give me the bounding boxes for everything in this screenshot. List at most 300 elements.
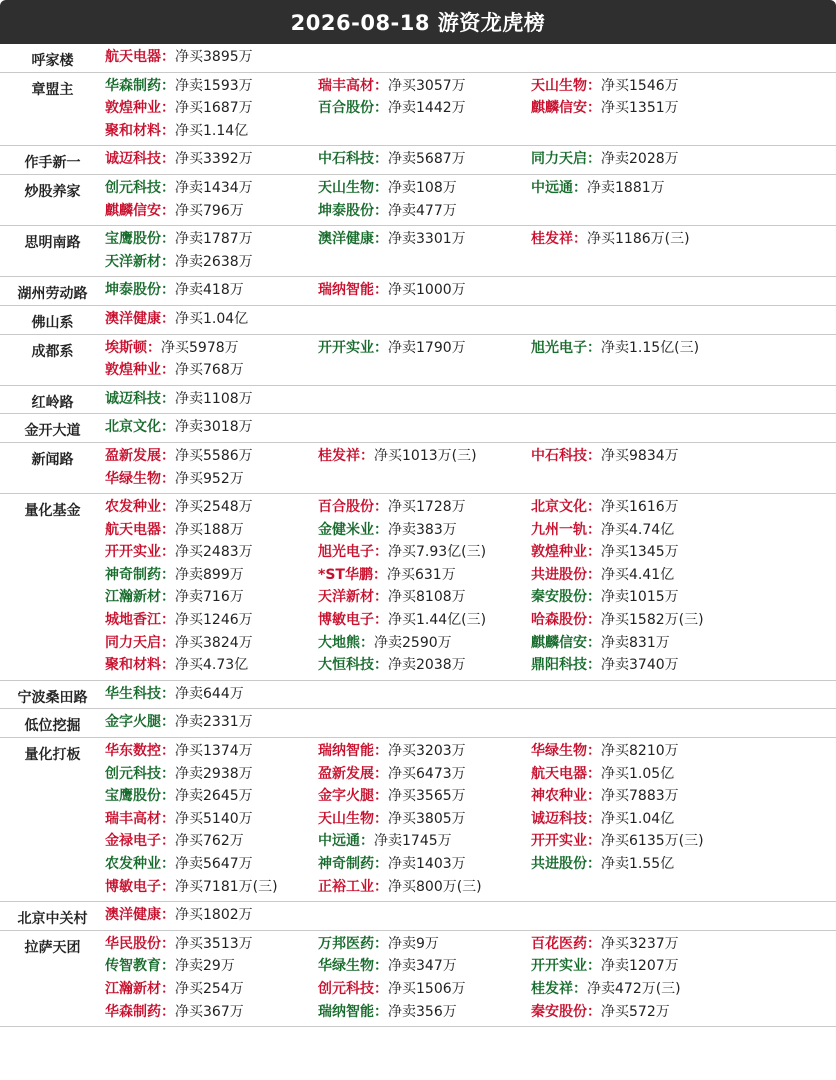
trade-entry <box>105 876 318 899</box>
stock-name: 敦煌种业 <box>531 544 587 561</box>
net-amount: 净买572万 <box>601 1003 670 1020</box>
net-amount: 净买1351万 <box>601 100 679 117</box>
trade-entry <box>105 609 318 632</box>
trader-group <box>0 709 836 738</box>
separator: ： <box>161 907 175 924</box>
trade-entry <box>105 200 318 223</box>
net-amount: 净买3805万 <box>388 810 466 827</box>
net-amount: 净卖899万 <box>175 566 244 583</box>
net-amount: 净买8108万 <box>388 589 466 606</box>
trade-entry <box>531 337 744 360</box>
stock-name: 创元科技 <box>318 980 374 997</box>
stock-name: 埃斯顿 <box>105 339 147 356</box>
trade-entry <box>105 337 318 360</box>
trade-entry <box>531 955 744 978</box>
separator: ： <box>587 935 601 952</box>
net-amount: 净买1.04亿 <box>601 810 675 827</box>
stock-name: 江瀚新材 <box>105 589 161 606</box>
separator: ： <box>374 612 388 629</box>
separator: ： <box>587 544 601 561</box>
stock-name: 中石科技 <box>318 151 374 168</box>
stock-name: 诚迈科技 <box>105 151 161 168</box>
net-amount: 净买2548万 <box>175 499 253 516</box>
stock-name: 神农种业 <box>531 788 587 805</box>
trade-entry <box>105 359 318 382</box>
stock-name: 华森制药 <box>105 77 161 94</box>
trade-list <box>105 277 836 305</box>
trade-entry <box>105 251 318 274</box>
stock-name: 澳洋健康 <box>105 310 161 327</box>
net-amount: 净买3824万 <box>175 634 253 651</box>
trade-list <box>105 175 836 225</box>
net-amount: 净卖3018万 <box>175 419 253 436</box>
stock-name: 江瀚新材 <box>105 980 161 997</box>
net-amount: 净买1616万 <box>601 499 679 516</box>
net-amount: 净买1728万 <box>388 499 466 516</box>
stock-name: 百合股份 <box>318 499 374 516</box>
trade-entry <box>318 955 531 978</box>
trade-entry <box>531 445 744 468</box>
trade-entry <box>531 785 744 808</box>
separator: ： <box>573 179 587 196</box>
stock-name: 聚和材料 <box>105 122 161 139</box>
separator: ： <box>374 100 388 117</box>
stock-name: 同力天启 <box>105 634 161 651</box>
net-amount: 净买2483万 <box>175 544 253 561</box>
stock-name: 旭光电子 <box>318 544 374 561</box>
net-amount: 净买1.44亿(三) <box>388 612 487 629</box>
trade-entry <box>531 654 744 677</box>
separator: ： <box>374 788 388 805</box>
trade-entry <box>105 416 318 439</box>
trader-name: 金开大道 <box>24 423 81 440</box>
net-amount: 净买1000万 <box>388 282 466 299</box>
stock-name: 正裕工业 <box>318 878 374 895</box>
separator: ： <box>587 810 601 827</box>
net-amount: 净卖29万 <box>175 958 235 975</box>
net-amount: 净卖1881万 <box>587 179 665 196</box>
separator: ： <box>587 612 601 629</box>
separator: ： <box>374 1003 388 1020</box>
trade-entry <box>318 609 531 632</box>
stock-name: 航天电器 <box>531 765 587 782</box>
separator: ： <box>161 202 175 219</box>
separator: ： <box>374 231 388 248</box>
separator: ： <box>374 339 388 356</box>
trade-entry <box>318 808 531 831</box>
stock-name: 天洋新材 <box>318 589 374 606</box>
stock-name: 澳洋健康 <box>105 907 161 924</box>
stock-name: 宝鹰股份 <box>105 788 161 805</box>
trade-entry <box>318 445 531 468</box>
separator: ： <box>161 589 175 606</box>
separator: ： <box>161 612 175 629</box>
separator: ： <box>587 833 601 850</box>
trade-entry <box>105 541 318 564</box>
net-amount: 净卖2038万 <box>388 657 466 674</box>
separator: ： <box>587 1003 601 1020</box>
trade-entry <box>105 933 318 956</box>
stock-name: 开开实业 <box>531 833 587 850</box>
trade-entry <box>318 632 531 655</box>
stock-name: 秦安股份 <box>531 589 587 606</box>
trade-entry <box>105 46 318 69</box>
trader-name: 炒股养家 <box>24 183 81 200</box>
net-amount: 净买1.04亿 <box>175 310 249 327</box>
trade-list <box>105 335 836 385</box>
separator: ： <box>587 77 601 94</box>
net-amount: 净卖716万 <box>175 589 244 606</box>
trade-list <box>105 73 836 146</box>
separator: ： <box>161 980 175 997</box>
separator: ： <box>161 685 175 702</box>
stock-name: 聚和材料 <box>105 657 161 674</box>
stock-name: 天山生物 <box>318 179 374 196</box>
trade-list <box>105 386 836 414</box>
trade-entry <box>318 541 531 564</box>
net-amount: 净卖477万 <box>388 202 457 219</box>
net-amount: 净买188万 <box>175 521 244 538</box>
trader-group <box>0 277 836 306</box>
net-amount: 净卖2331万 <box>175 714 253 731</box>
separator: ： <box>161 1003 175 1020</box>
net-amount: 净买3513万 <box>175 935 253 952</box>
trade-list <box>105 681 836 709</box>
separator: ： <box>587 743 601 760</box>
separator: ： <box>161 544 175 561</box>
net-amount: 净卖1593万 <box>175 77 253 94</box>
trade-entry <box>531 75 744 98</box>
net-amount: 净买1374万 <box>175 743 253 760</box>
stock-name: 盈新发展 <box>105 447 161 464</box>
separator: ： <box>374 958 388 975</box>
separator: ： <box>161 521 175 538</box>
separator: ： <box>374 521 388 538</box>
trade-entry <box>318 496 531 519</box>
trade-entry <box>105 148 318 171</box>
trade-entry <box>105 904 318 927</box>
separator: ： <box>161 390 175 407</box>
stock-name: 同力天启 <box>531 151 587 168</box>
stock-name: 坤泰股份 <box>318 202 374 219</box>
net-amount: 净卖1787万 <box>175 231 253 248</box>
net-amount: 净买1246万 <box>175 612 253 629</box>
separator: ： <box>161 49 175 65</box>
trader-group <box>0 73 836 147</box>
net-amount: 净买1.05亿 <box>601 765 675 782</box>
separator: ： <box>161 419 175 436</box>
separator: ： <box>161 122 175 139</box>
separator: ： <box>573 231 587 248</box>
separator: ： <box>161 566 175 583</box>
separator: ： <box>360 833 374 850</box>
trader-group <box>0 738 836 902</box>
separator: ： <box>161 810 175 827</box>
separator: ： <box>147 339 161 356</box>
trade-entry <box>105 632 318 655</box>
trade-entry <box>318 785 531 808</box>
separator: ： <box>374 544 388 561</box>
trade-entry <box>531 586 744 609</box>
trade-entry <box>531 978 744 1001</box>
trade-entry <box>105 586 318 609</box>
stock-name: 华绿生物 <box>105 470 161 487</box>
trade-entry <box>105 279 318 302</box>
trader-name: 作手新一 <box>24 155 81 172</box>
trader-group <box>0 146 836 175</box>
separator: ： <box>374 856 388 872</box>
trader-name: 新闻路 <box>31 451 74 468</box>
trade-list <box>105 306 836 334</box>
stock-name: 万邦医药 <box>318 935 374 952</box>
net-amount: 净卖2645万 <box>175 788 253 805</box>
separator: ： <box>161 282 175 299</box>
stock-name: 华生科技 <box>105 685 161 702</box>
net-amount: 净买7883万 <box>601 788 679 805</box>
net-amount: 净卖1108万 <box>175 390 253 407</box>
trade-entry <box>105 853 318 876</box>
trader-name: 章盟主 <box>31 81 74 98</box>
net-amount: 净买367万 <box>175 1003 244 1020</box>
separator: ： <box>374 765 388 782</box>
trader-group <box>0 44 836 73</box>
trade-entry <box>318 586 531 609</box>
stock-name: 城地香江 <box>105 612 161 629</box>
trade-entry <box>105 978 318 1001</box>
trade-entry <box>105 120 318 143</box>
net-amount: 净买6135万(三) <box>601 833 704 850</box>
stock-name: 哈森股份 <box>531 612 587 629</box>
stock-name: 农发种业 <box>105 499 161 516</box>
net-amount: 净卖356万 <box>388 1003 457 1020</box>
net-amount: 净卖1442万 <box>388 100 466 117</box>
trade-entry <box>318 978 531 1001</box>
net-amount: 净买3392万 <box>175 151 253 168</box>
trader-name: 低位挖掘 <box>24 718 81 735</box>
separator: ： <box>161 765 175 782</box>
stock-name: 桂发祥 <box>531 231 573 248</box>
separator: ： <box>161 878 175 895</box>
stock-name: 诚迈科技 <box>531 810 587 827</box>
trader-group <box>0 226 836 277</box>
net-amount: 净卖347万 <box>388 958 457 975</box>
separator: ： <box>587 339 601 356</box>
trade-entry <box>318 763 531 786</box>
trade-entry <box>105 763 318 786</box>
trade-entry <box>531 496 744 519</box>
trader-group <box>0 414 836 443</box>
net-amount: 净买1013万(三) <box>374 447 477 464</box>
trade-list <box>105 44 836 72</box>
separator: ： <box>374 980 388 997</box>
separator: ： <box>587 589 601 606</box>
stock-name: 金字火腿 <box>318 788 374 805</box>
separator: ： <box>587 499 601 516</box>
trade-entry <box>318 830 531 853</box>
separator: ： <box>161 833 175 850</box>
stock-name: 秦安股份 <box>531 1003 587 1020</box>
net-amount: 净买4.41亿 <box>601 566 675 583</box>
trade-entry <box>318 177 531 200</box>
trade-entry <box>105 75 318 98</box>
trader-name: 思明南路 <box>24 235 81 252</box>
trade-entry <box>531 564 744 587</box>
trade-list <box>105 738 836 901</box>
trade-entry <box>531 632 744 655</box>
separator: ： <box>161 856 175 872</box>
separator: ： <box>587 765 601 782</box>
trader-name: 北京中关村 <box>17 911 88 928</box>
trader-name: 呼家楼 <box>31 53 74 69</box>
trade-list <box>105 414 836 442</box>
trader-name: 湖州劳动路 <box>17 286 88 303</box>
net-amount: 净卖644万 <box>175 685 244 702</box>
separator: ： <box>161 743 175 760</box>
trader-name: 量化基金 <box>24 503 81 520</box>
net-amount: 净买762万 <box>175 833 244 850</box>
stock-name: 麒麟信安 <box>531 634 587 651</box>
trader-group <box>0 306 836 335</box>
separator: ： <box>161 362 175 379</box>
net-amount: 净卖9万 <box>388 935 439 952</box>
trade-entry <box>105 388 318 411</box>
net-amount: 净卖5647万 <box>175 856 253 872</box>
stock-name: 华绿生物 <box>531 743 587 760</box>
trade-entry <box>318 228 531 251</box>
net-amount: 净卖3301万 <box>388 231 466 248</box>
separator: ： <box>161 151 175 168</box>
trade-entry <box>105 228 318 251</box>
separator: ： <box>374 810 388 827</box>
stock-name: 天洋新材 <box>105 253 161 270</box>
net-amount: 净买254万 <box>175 980 244 997</box>
separator: ： <box>161 447 175 464</box>
trade-entry <box>531 541 744 564</box>
trade-entry <box>105 519 318 542</box>
stock-name: 博敏电子 <box>105 878 161 895</box>
trade-entry <box>531 177 744 200</box>
separator: ： <box>374 202 388 219</box>
net-amount: 净卖1207万 <box>601 958 679 975</box>
separator: ： <box>161 634 175 651</box>
stock-name: 华森制药 <box>105 1003 161 1020</box>
net-amount: 净买1546万 <box>601 77 679 94</box>
stock-name: 大恒科技 <box>318 657 374 674</box>
stock-name: 传智教育 <box>105 958 161 975</box>
trade-entry <box>105 711 318 734</box>
stock-name: 中远通 <box>318 833 360 850</box>
trader-group <box>0 386 836 415</box>
net-amount: 净买1582万(三) <box>601 612 704 629</box>
stock-name: 华东数控 <box>105 743 161 760</box>
stock-name: 盈新发展 <box>318 765 374 782</box>
separator: ： <box>161 100 175 117</box>
stock-name: 神奇制药 <box>105 566 161 583</box>
net-amount: 净卖383万 <box>388 521 457 538</box>
separator: ： <box>161 657 175 674</box>
trade-entry <box>318 75 531 98</box>
trader-group <box>0 443 836 494</box>
trade-entry <box>105 308 318 331</box>
trade-list <box>105 931 836 1026</box>
separator: ： <box>161 788 175 805</box>
separator: ： <box>374 282 388 299</box>
stock-name: 瑞丰高材 <box>318 77 374 94</box>
net-amount: 净买5978万 <box>161 339 239 356</box>
stock-name: 瑞纳智能 <box>318 282 374 299</box>
trade-entry <box>531 763 744 786</box>
trader-name: 成都系 <box>31 343 74 360</box>
separator: ： <box>587 151 601 168</box>
net-amount: 净买1687万 <box>175 100 253 117</box>
trade-entry <box>531 1001 744 1024</box>
stock-name: 百合股份 <box>318 100 374 117</box>
trader-group <box>0 902 836 931</box>
trader-group <box>0 494 836 681</box>
net-amount: 净买6473万 <box>388 765 466 782</box>
trade-list <box>105 494 836 680</box>
net-amount: 净买4.74亿 <box>601 521 675 538</box>
net-amount: 净买800万(三) <box>388 878 482 895</box>
stock-name: 华民股份 <box>105 935 161 952</box>
stock-name: 九州一轨 <box>531 521 587 538</box>
trader-group <box>0 931 836 1027</box>
trade-entry <box>531 933 744 956</box>
trade-entry <box>531 148 744 171</box>
net-amount: 净买4.73亿 <box>175 657 249 674</box>
net-amount: 净卖2028万 <box>601 151 679 168</box>
net-amount: 净买1.14亿 <box>175 122 249 139</box>
trade-entry <box>105 740 318 763</box>
stock-name: 北京文化 <box>105 419 161 436</box>
net-amount: 净卖5687万 <box>388 151 466 168</box>
trade-entry <box>105 468 318 491</box>
stock-name: 农发种业 <box>105 856 161 872</box>
separator: ： <box>161 77 175 94</box>
trade-entry <box>318 200 531 223</box>
net-amount: 净买3237万 <box>601 935 679 952</box>
net-amount: 净卖1434万 <box>175 179 253 196</box>
net-amount: 净卖2638万 <box>175 253 253 270</box>
stock-name: 瑞纳智能 <box>318 1003 374 1020</box>
trade-entry <box>318 97 531 120</box>
separator: ： <box>161 499 175 516</box>
stock-name: 北京文化 <box>531 499 587 516</box>
stock-name: 航天电器 <box>105 521 161 538</box>
trade-entry <box>318 1001 531 1024</box>
stock-name: 金健米业 <box>318 521 374 538</box>
net-amount: 净买5140万 <box>175 810 253 827</box>
net-amount: 净买3203万 <box>388 743 466 760</box>
trader-name: 红岭路 <box>31 394 74 411</box>
separator: ： <box>374 589 388 606</box>
net-amount: 净卖1015万 <box>601 589 679 606</box>
separator: ： <box>374 935 388 952</box>
trade-entry <box>531 228 744 251</box>
separator: ： <box>587 566 601 583</box>
separator: ： <box>161 470 175 487</box>
stock-name: 开开实业 <box>105 544 161 561</box>
stock-name: 共进股份 <box>531 566 587 583</box>
trade-entry <box>105 808 318 831</box>
net-amount: 净卖108万 <box>388 179 457 196</box>
stock-name: 旭光电子 <box>531 339 587 356</box>
trade-entry <box>531 609 744 632</box>
trade-entry <box>318 853 531 876</box>
separator: ： <box>587 447 601 464</box>
trade-entry <box>318 564 531 587</box>
separator: ： <box>374 878 388 895</box>
